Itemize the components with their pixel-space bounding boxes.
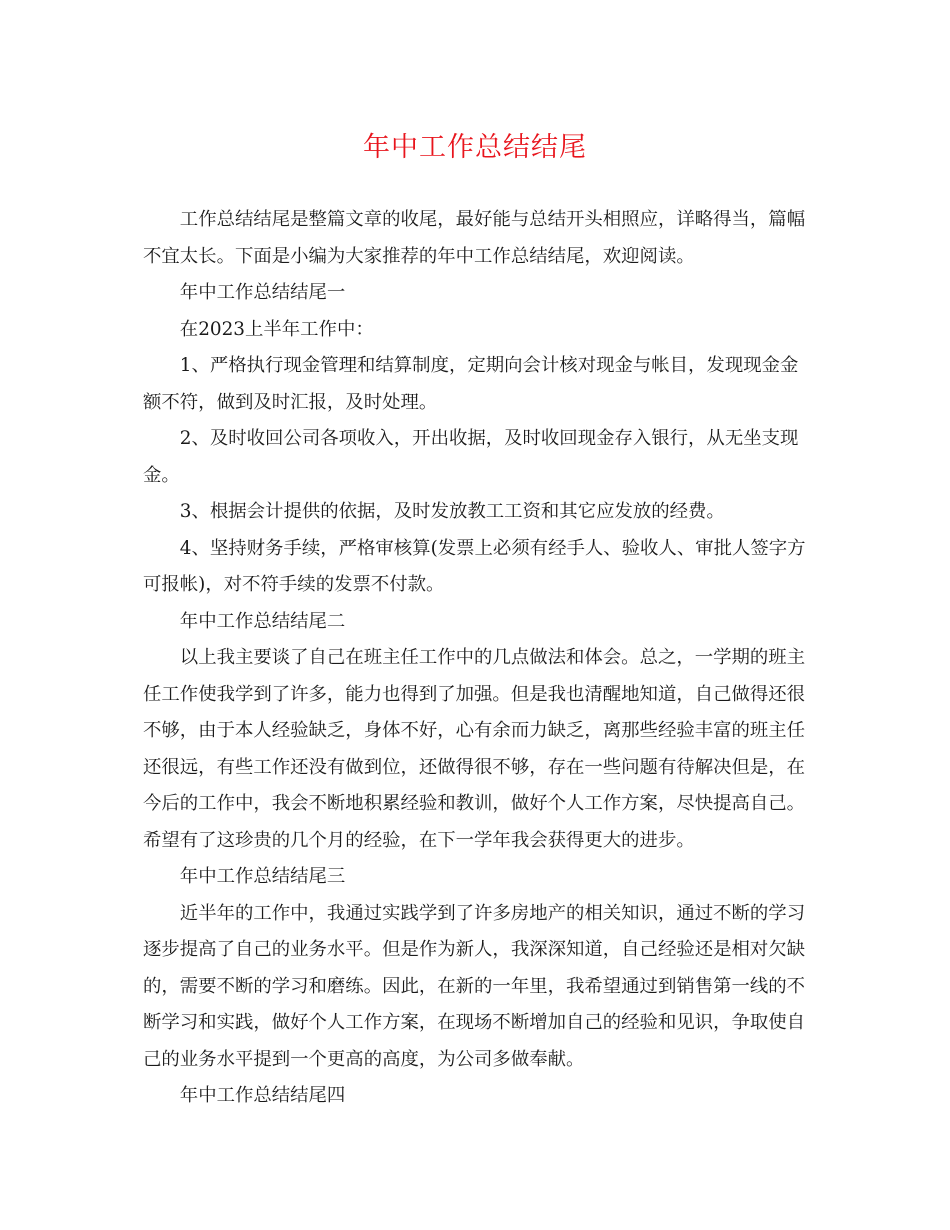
section-heading-4: 年中工作总结结尾四 xyxy=(179,1085,346,1106)
body-paragraph: 在2023上半年工作中： xyxy=(179,318,374,340)
body-paragraph: 以上我主要谈了自己在班主任工作中的几点做法和体会。总之，一学期的班主任工作使我学到了许多，能力也得到了加强。但是我也清醒地知道，自己做得还很不够，由于本人经验缺乏，身体不好，心有余而力缺乏，离那些经验丰富的班主任还很远，有些工作还没有做到位，还做得很不够，存在一些问题有待解决但是，在今后的工作中，我会不断地积累经验和教训，做好个人工作方案，尽快提高自己。希望有了这珍贵的几个月的经验，在下一学年我会获得更大的进步。 xyxy=(143,647,806,851)
document-title: 年中工作总结结尾 xyxy=(363,132,587,163)
document-body xyxy=(143,202,811,1115)
list-item: 4、坚持财务手续，严格审核算(发票上必须有经手人、验收人、审批人签字方可报帐)，对不符手续的发票不付款。 xyxy=(143,537,806,595)
section-heading-1: 年中工作总结结尾一 xyxy=(179,282,346,303)
intro-paragraph: 工作总结结尾是整篇文章的收尾，最好能与总结开头相照应，详略得当，篇幅不宜太长。下面是小编为大家推荐的年中工作总结结尾，欢迎阅读。 xyxy=(143,209,806,267)
section-heading-3: 年中工作总结结尾三 xyxy=(179,866,346,887)
section-heading-2: 年中工作总结结尾二 xyxy=(179,610,346,632)
body-paragraph: 近半年的工作中，我通过实践学到了许多房地产的相关知识，通过不断的学习逐步提高了自己的业务水平。但是作为新人，我深深知道，自己经验还是相对欠缺的，需要不断的学习和磨练。因此，在新的一年里，我希望通过到销售第一线的不断学习和实践，做好个人工作方案，在现场不断增加自己的经验和见识，争取使自己的业务水平提到一个更高的高度，为公司多做奉献。 xyxy=(143,902,806,1070)
list-item: 3、根据会计提供的依据，及时发放教工工资和其它应发放的经费。 xyxy=(179,501,725,522)
list-item: 2、及时收回公司各项收入，开出收据，及时收回现金存入银行，从无坐支现金。 xyxy=(143,428,799,486)
list-item: 1、严格执行现金管理和结算制度，定期向会计核对现金与帐目，发现现金金额不符，做到及时汇报，及时处理。 xyxy=(143,355,799,413)
